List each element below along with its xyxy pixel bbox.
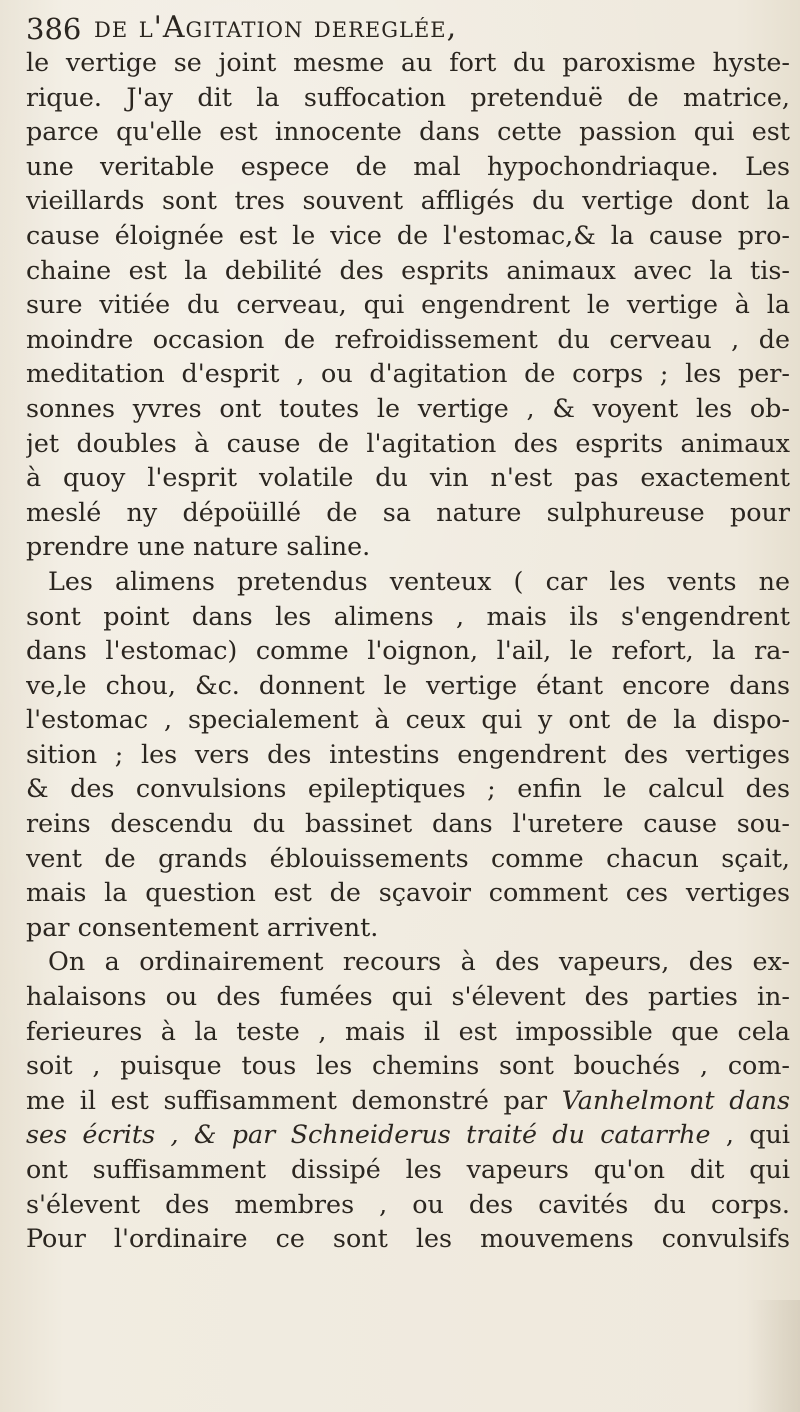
paragraph-first-line: Les alimens pretendus venteux ( car les vents ne <box>48 565 790 596</box>
text-line: sition ; les vers des intestins engendrent des vertiges <box>26 738 790 769</box>
text-line: meditation d'esprit , ou d'agitation de corps ; les per- <box>26 358 790 389</box>
text-line-with-citation <box>26 1117 790 1152</box>
text-line: une veritable espece de mal hypochondriaque. Les <box>26 150 790 181</box>
text-line: parce qu'elle est innocente dans cette passion qui est <box>26 116 790 147</box>
text-line: à quoy l'esprit volatile du vin n'est pas exactement <box>26 462 790 493</box>
body-text <box>26 45 790 1256</box>
text-line: Pour l'ordinaire ce sont les mouvemens convulsifs <box>26 1223 790 1254</box>
paragraph-end-line: par consentement arrivent. <box>26 911 379 942</box>
text-line: l'estomac , specialement à ceux qui y ont de la dispo- <box>26 704 790 735</box>
text-line: vent de grands éblouissements comme chacun sçait, <box>26 842 790 873</box>
page-number: 386 <box>26 12 82 46</box>
text-line: ve,le chou, &c. donnent le vertige étant encore dans <box>26 669 790 700</box>
text-line: sont point dans les alimens , mais ils s'engendrent <box>26 600 790 631</box>
line-text: me il est suffisamment demonstré par <box>26 1084 548 1115</box>
text-line: halaisons ou des fumées qui s'élevent des parties in- <box>26 981 790 1012</box>
paragraph-first-line: On a ordinairement recours à des vapeurs, des ex- <box>48 946 790 977</box>
line-text: , qui <box>710 1119 790 1150</box>
text-line: ferieures à la teste , mais il est impossible que cela <box>26 1015 790 1046</box>
text-line: & des convulsions epileptiques ; enfin le calcul des <box>26 773 790 804</box>
text-line: vieillards sont tres souvent affligés du vertige dont la <box>26 185 790 216</box>
text-line: jet doubles à cause de l'agitation des esprits animaux <box>26 427 790 458</box>
text-line: sure vitiée du cerveau, qui engendrent le vertige à la <box>26 289 790 320</box>
text-line-with-citation <box>26 1083 790 1118</box>
text-line: chaine est la debilité des esprits animaux avec la tis- <box>26 254 790 285</box>
running-head: de l'Agitation dereglée, <box>94 10 458 45</box>
text-line: soit , puisque tous les chemins sont bouchés , com- <box>26 1050 790 1081</box>
text-line: reins descendu du bassinet dans l'uretere cause sou- <box>26 808 790 839</box>
paragraph-end-line: prendre une nature saline. <box>26 531 371 562</box>
text-line: ont suffisamment dissipé les vapeurs qu'on dit qui <box>26 1154 790 1184</box>
text-line: sonnes yvres ont toutes le vertige , & voyent les ob- <box>26 392 790 423</box>
text-line: le vertige se joint mesme au fort du paroxisme hyste- <box>26 47 790 77</box>
text-line: rique. J'ay dit la suffocation pretenduë de matrice, <box>26 81 790 112</box>
text-line: s'élevent des membres , ou des cavités du corps. <box>26 1188 790 1219</box>
author-citation: Vanhelmont dans <box>561 1084 790 1115</box>
work-citation: ses écrits , & par Schneiderus traité du catarrhe <box>26 1119 711 1150</box>
paper-stain <box>748 1300 800 1412</box>
text-line: meslé ny dépoüillé de sa nature sulphureuse pour <box>26 496 790 527</box>
text-line: dans l'estomac) comme l'oignon, l'ail, le refort, la ra- <box>26 635 790 666</box>
text-line: moindre occasion de refroidissement du cerveau , de <box>26 323 790 354</box>
text-line: mais la question est de sçavoir comment ces vertiges <box>26 877 790 908</box>
text-line: cause éloignée est le vice de l'estomac,& la cause pro- <box>26 219 790 250</box>
